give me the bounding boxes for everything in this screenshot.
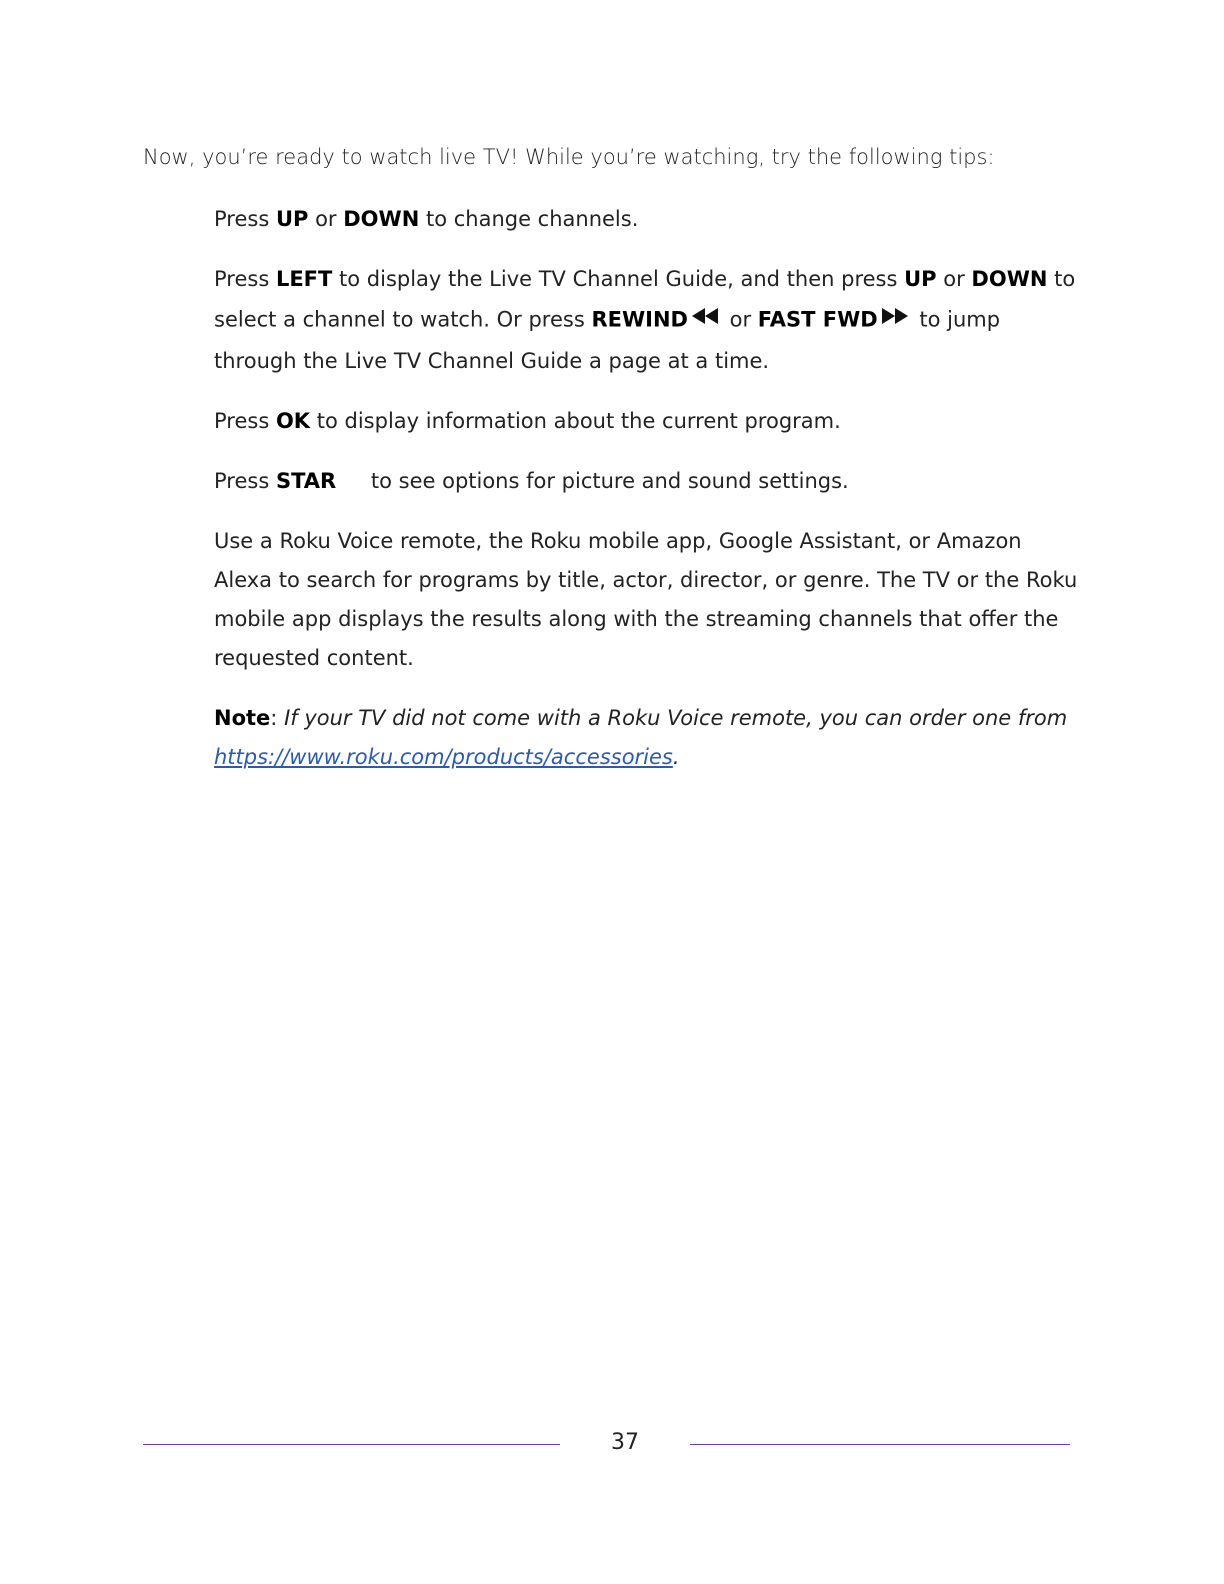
tip-text: or bbox=[722, 307, 758, 332]
tip-text: or bbox=[308, 207, 344, 231]
key-rewind: REWIND bbox=[591, 307, 688, 332]
key-ok: OK bbox=[275, 409, 311, 433]
footer-rule-right bbox=[690, 1444, 1070, 1445]
key-up: UP bbox=[904, 267, 937, 291]
tip-left bbox=[214, 260, 1084, 381]
tip-text: to select a channel to watch. Or press bbox=[214, 267, 1076, 332]
tip-text: Press bbox=[214, 267, 276, 291]
tip-text: Press bbox=[214, 469, 276, 493]
key-down: DOWN bbox=[343, 207, 420, 231]
tip-text: to jump through the Live TV Channel Guide a page at a time. bbox=[214, 307, 1001, 373]
tip-star bbox=[214, 462, 1084, 501]
key-fast-fwd: FAST FWD bbox=[757, 307, 878, 332]
intro-text: Now, you’re ready to watch live TV! While you’re watching, try the following tips: bbox=[143, 145, 995, 169]
tip-text: Press bbox=[214, 207, 276, 231]
key-star: STAR bbox=[275, 469, 337, 493]
key-up: UP bbox=[275, 207, 309, 231]
note-label: Note bbox=[214, 706, 271, 730]
note-text: If your TV did not come with a Roku Voice remote, you can order one from bbox=[284, 706, 1068, 730]
key-down: DOWN bbox=[971, 267, 1048, 291]
tip-ok bbox=[214, 402, 1084, 441]
page-number: 37 bbox=[611, 1430, 639, 1455]
tip-text: to see options for picture and sound settings. bbox=[364, 469, 849, 493]
rewind-icon bbox=[690, 299, 720, 338]
tip-text: to change channels. bbox=[419, 207, 639, 231]
accessories-link[interactable]: https://www.roku.com/products/accessories bbox=[214, 745, 673, 769]
note-colon: : bbox=[270, 706, 285, 730]
footer-rule-left bbox=[143, 1444, 560, 1445]
tip-text: or bbox=[936, 267, 972, 291]
tip-text: to display information about the current program. bbox=[310, 409, 841, 433]
tip-up-down bbox=[214, 200, 1084, 239]
note bbox=[214, 699, 1084, 777]
tip-text: to display the Live TV Channel Guide, and then press bbox=[332, 267, 905, 291]
fast-forward-icon bbox=[880, 299, 910, 338]
note-end: . bbox=[672, 745, 680, 769]
key-left: LEFT bbox=[275, 267, 333, 291]
page-footer bbox=[143, 1428, 1070, 1464]
tips-list bbox=[214, 200, 1084, 798]
tip-text: Press bbox=[214, 409, 276, 433]
tip-voice: Use a Roku Voice remote, the Roku mobile app, Google Assistant, or Amazon Alexa to search for programs by title, actor, director, or genre. The TV or the Roku mobile app displays the results along with the streaming channels that offer the requested content. bbox=[214, 529, 1078, 670]
